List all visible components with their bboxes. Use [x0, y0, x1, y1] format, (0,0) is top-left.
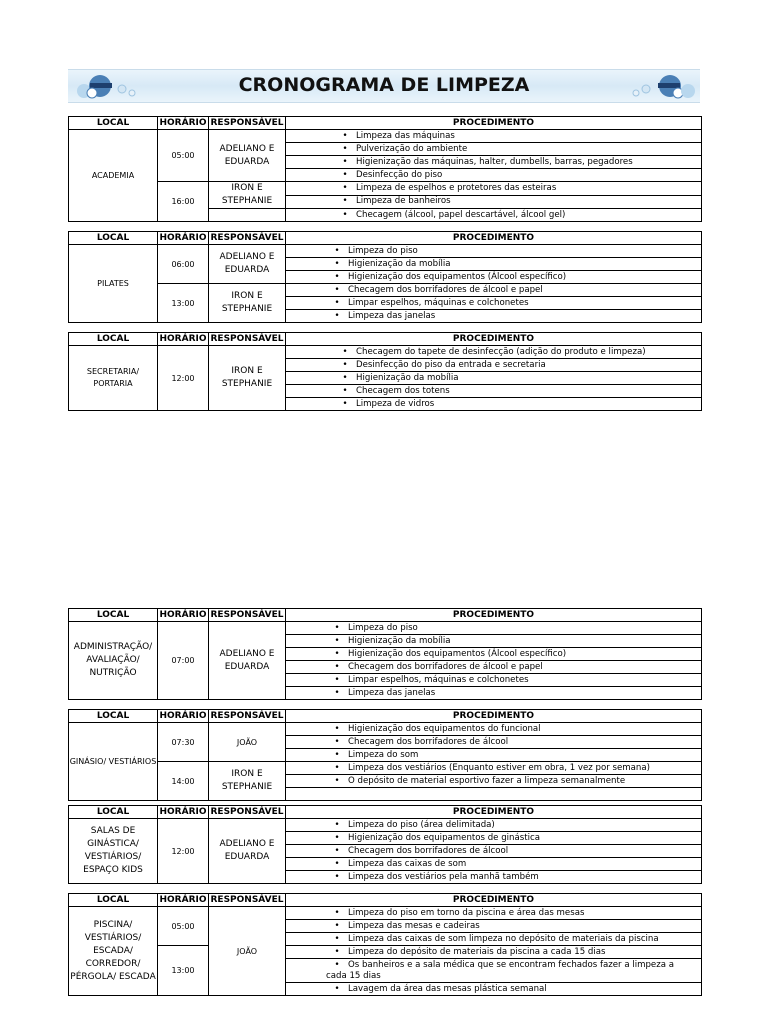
header-procedimento: PROCEDIMENTO [286, 117, 702, 130]
page-title: CRONOGRAMA DE LIMPEZA [238, 74, 530, 96]
header-procedimento: PROCEDIMENTO [286, 806, 702, 819]
procedure-item: • Limpeza das caixas de som [286, 858, 702, 871]
location-cell: PILATES [69, 245, 158, 323]
header-responsavel: RESPONSÁVEL [210, 806, 284, 817]
header-procedimento: PROCEDIMENTO [286, 232, 702, 245]
schedule-table-piscina [68, 893, 702, 996]
header-responsavel: RESPONSÁVEL [210, 710, 284, 721]
procedure-item: • Limpar espelhos, máquinas e colchonetes [286, 297, 702, 310]
responsible-cell: ADELIANO E EDUARDA [209, 245, 286, 284]
time-cell: 05:00 [158, 907, 209, 946]
procedure-item: • Limpeza do piso [286, 245, 702, 258]
time-cell: 07:00 [158, 622, 209, 700]
header-procedimento: PROCEDIMENTO [286, 710, 702, 723]
procedure-item: • Limpeza do depósito de materiais da piscina a cada 15 dias [286, 946, 702, 959]
header-horario: HORÁRIO [159, 609, 207, 620]
location-cell: GINÁSIO/ VESTIÁRIOS [69, 723, 158, 801]
header-local: LOCAL [69, 609, 158, 622]
responsible-cell [209, 209, 286, 222]
header-horario: HORÁRIO [159, 710, 207, 721]
procedure-item: • Higienização dos equipamentos (Álcool específico) [286, 648, 702, 661]
procedure-item: • Higienização dos equipamentos do funcional [286, 723, 702, 736]
procedure-item: • Os banheiros e a sala médica que se encontram fechados fazer a limpeza a cada 15 dias [286, 959, 702, 983]
procedure-item: • Higienização das máquinas, halter, dumbells, barras, pegadores [286, 156, 702, 169]
procedure-item: • Higienização da mobília [286, 258, 702, 271]
location-cell: SALAS DE GINÁSTICA/ VESTIÁRIOS/ ESPAÇO KIDS [69, 819, 158, 884]
header-local: LOCAL [69, 806, 158, 819]
header-procedimento: PROCEDIMENTO [286, 894, 702, 907]
gym-illustration-icon [624, 71, 698, 101]
header-horario: HORÁRIO [159, 232, 207, 243]
time-cell: 06:00 [158, 245, 209, 284]
time-cell: 12:00 [158, 346, 209, 411]
procedure-item: • Checagem do tapete de desinfecção (adição do produto e limpeza) [286, 346, 702, 359]
header-horario: HORÁRIO [159, 333, 207, 344]
title-banner [68, 69, 700, 103]
procedure-item: • Checagem dos totens [286, 385, 702, 398]
responsible-cell: IRON E STEPHANIE [209, 762, 286, 801]
procedure-item: • Checagem (álcool, papel descartável, álcool gel) [286, 209, 702, 222]
procedure-item: • Higienização da mobília [286, 635, 702, 648]
procedure-item: • Limpeza das janelas [286, 687, 702, 700]
header-responsavel: RESPONSÁVEL [210, 333, 284, 344]
responsible-cell: JOÃO [209, 907, 286, 996]
header-responsavel: RESPONSÁVEL [210, 894, 284, 905]
responsible-cell: IRON E STEPHANIE [209, 182, 286, 209]
procedure-item: • Limpeza do som [286, 749, 702, 762]
procedure-item: • Higienização dos equipamentos (Álcool específico) [286, 271, 702, 284]
procedure-item: • Limpeza de espelhos e protetores das esteiras [286, 182, 702, 196]
header-procedimento: PROCEDIMENTO [286, 333, 702, 346]
schedule-table-academia [68, 116, 702, 222]
procedure-item: • Limpeza dos vestiários (Enquanto estiver em obra, 1 vez por semana) [286, 762, 702, 775]
procedure-item: • Limpeza das mesas e cadeiras [286, 920, 702, 933]
schedule-table-administracao [68, 608, 702, 700]
procedure-item: • Limpeza de banheiros [286, 195, 702, 209]
procedure-item: • Desinfecção do piso [286, 169, 702, 182]
location-cell: ACADEMIA [69, 130, 158, 222]
header-responsavel: RESPONSÁVEL [210, 232, 284, 243]
procedure-item: • Limpar espelhos, máquinas e colchonetes [286, 674, 702, 687]
procedure-item: • Checagem dos borrifadores de álcool [286, 736, 702, 749]
procedure-item: • Higienização dos equipamentos de ginástica [286, 832, 702, 845]
responsible-cell: JOÃO [209, 723, 286, 762]
time-cell: 12:00 [158, 819, 209, 884]
header-horario: HORÁRIO [159, 806, 207, 817]
procedure-item: • Lavagem da área das mesas plástica semanal [286, 983, 702, 996]
header-procedimento: PROCEDIMENTO [286, 609, 702, 622]
schedule-table-ginasio [68, 709, 702, 801]
location-cell: ADMINISTRAÇÃO/ AVALIAÇÃO/ NUTRIÇÃO [69, 622, 158, 700]
procedure-item: • Desinfecção do piso da entrada e secretaria [286, 359, 702, 372]
schedule-table-pilates [68, 231, 702, 323]
time-cell: 13:00 [158, 946, 209, 996]
header-horario: HORÁRIO [159, 894, 207, 905]
responsible-cell: ADELIANO E EDUARDA [209, 130, 286, 182]
schedule-table-salas [68, 805, 702, 884]
procedure-item: • Pulverização do ambiente [286, 143, 702, 156]
location-cell: PISCINA/ VESTIÁRIOS/ ESCADA/ CORREDOR/ PÉRGOLA/ ESCADA [69, 907, 158, 996]
responsible-cell: IRON E STEPHANIE [209, 346, 286, 411]
procedure-item: • Checagem dos borrifadores de álcool [286, 845, 702, 858]
procedure-item: • O depósito de material esportivo fazer a limpeza semanalmente [286, 775, 702, 788]
procedure-item: • Higienização da mobília [286, 372, 702, 385]
procedure-item: • Limpeza do piso [286, 622, 702, 635]
procedure-item: • Limpeza de vidros [286, 398, 702, 411]
time-cell: 16:00 [158, 182, 209, 222]
responsible-cell: ADELIANO E EDUARDA [209, 819, 286, 884]
procedure-item: • Limpeza do piso (área delimitada) [286, 819, 702, 832]
procedure-item: • Checagem dos borrifadores de álcool e papel [286, 284, 702, 297]
header-local: LOCAL [69, 117, 158, 130]
header-horario: HORÁRIO [159, 117, 207, 128]
time-cell: 14:00 [158, 762, 209, 801]
procedure-item [286, 788, 702, 801]
header-responsavel: RESPONSÁVEL [210, 609, 284, 620]
header-local: LOCAL [69, 333, 158, 346]
header-responsavel: RESPONSÁVEL [210, 117, 284, 128]
procedure-item: • Limpeza dos vestiários pela manhã também [286, 871, 702, 884]
responsible-cell: IRON E STEPHANIE [209, 284, 286, 323]
responsible-cell: ADELIANO E EDUARDA [209, 622, 286, 700]
location-cell: SECRETARIA/ PORTARIA [69, 346, 158, 411]
procedure-item: • Limpeza das janelas [286, 310, 702, 323]
procedure-item: • Limpeza do piso em torno da piscina e área das mesas [286, 907, 702, 920]
schedule-table-secretaria [68, 332, 702, 411]
time-cell: 05:00 [158, 130, 209, 182]
header-local: LOCAL [69, 894, 158, 907]
time-cell: 07:30 [158, 723, 209, 762]
header-local: LOCAL [69, 232, 158, 245]
procedure-item: • Limpeza das caixas de som limpeza no depósito de materiais da piscina [286, 933, 702, 946]
time-cell: 13:00 [158, 284, 209, 323]
procedure-item: • Limpeza das máquinas [286, 130, 702, 143]
header-local: LOCAL [69, 710, 158, 723]
procedure-item: • Checagem dos borrifadores de álcool e papel [286, 661, 702, 674]
